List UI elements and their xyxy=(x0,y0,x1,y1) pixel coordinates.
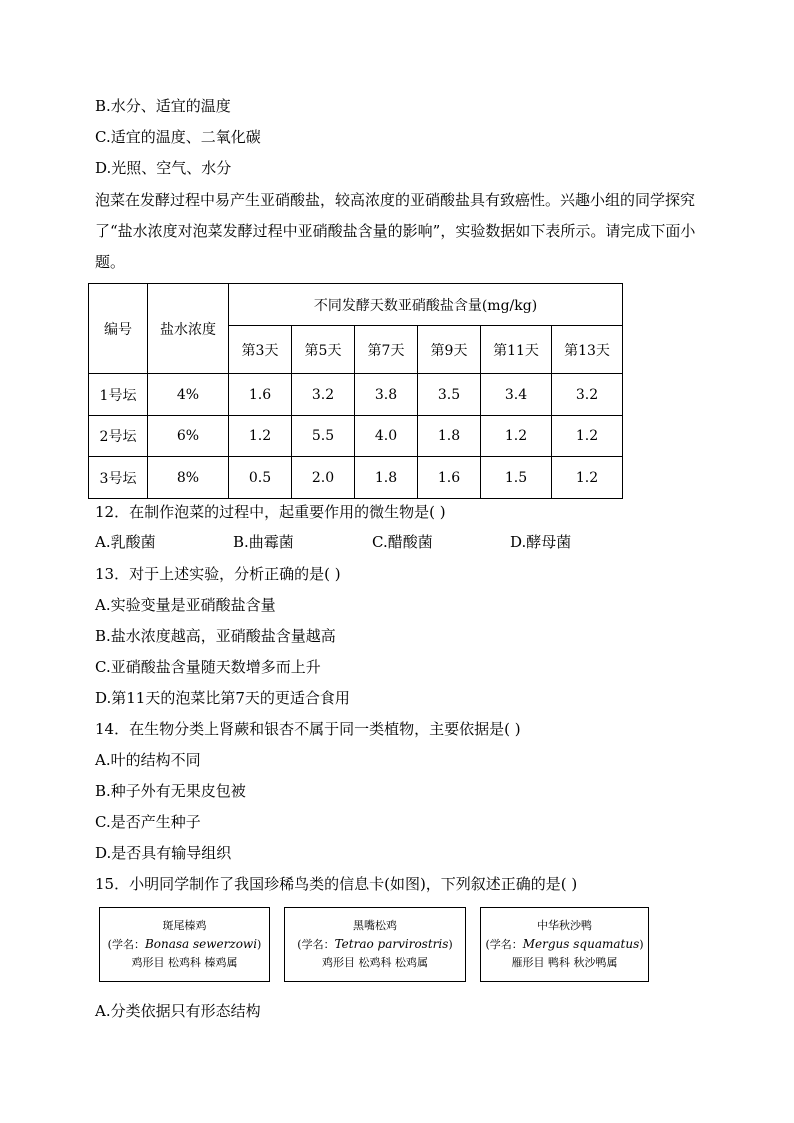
cell-value: 1.6 xyxy=(229,374,292,416)
q12-option-a: A.乳酸菌 xyxy=(95,533,156,551)
q15-option-a: A.分类依据只有形态结构 xyxy=(95,1002,261,1020)
q14-option-b: B.种子外有无果皮包被 xyxy=(95,782,246,800)
q12-option-c: C.醋酸菌 xyxy=(372,533,433,551)
cell-salt: 8% xyxy=(148,457,229,499)
header-day: 第9天 xyxy=(418,326,481,374)
cell-value: 3.2 xyxy=(292,374,355,416)
bird-name: 黑嘴松鸡 xyxy=(353,919,397,932)
bird-scientific-name: (学名：Tetrao parvirostris) xyxy=(297,937,453,951)
header-salt: 盐水浓度 xyxy=(148,284,229,374)
q13-option-d: D.第11天的泡菜比第7天的更适合食用 xyxy=(95,689,350,707)
bird-taxonomy: 鸡形目 松鸡科 榛鸡属 xyxy=(131,956,238,969)
q14-option-d: D.是否具有输导组织 xyxy=(95,844,232,862)
header-day: 第3天 xyxy=(229,326,292,374)
q13-option-b: B.盐水浓度越高，亚硝酸盐含量越高 xyxy=(95,627,336,645)
q12-options xyxy=(95,532,655,552)
table-row xyxy=(89,374,623,416)
cell-salt: 4% xyxy=(148,374,229,416)
q12-stem: 12．在制作泡菜的过程中，起重要作用的微生物是( ) xyxy=(95,503,446,521)
q12-option-d: D.酵母菌 xyxy=(510,533,572,551)
q14-option-a: A.叶的结构不同 xyxy=(95,751,201,769)
option-c-prev: C.适宜的温度、二氧化碳 xyxy=(95,128,261,146)
cell-value: 1.2 xyxy=(552,457,623,499)
table-row xyxy=(89,416,623,457)
q14-stem: 14．在生物分类上肾蕨和银杏不属于同一类植物，主要依据是( ) xyxy=(95,720,521,738)
cell-id: 3号坛 xyxy=(89,457,148,499)
bird-scientific-name: (学名：Mergus squamatus) xyxy=(485,937,644,951)
table-row xyxy=(89,457,623,499)
cell-value: 3.8 xyxy=(355,374,418,416)
bird-info-card xyxy=(284,907,466,982)
cell-value: 1.2 xyxy=(552,416,623,457)
cell-salt: 6% xyxy=(148,416,229,457)
cell-value: 1.5 xyxy=(481,457,552,499)
header-id: 编号 xyxy=(89,284,148,374)
q14-option-c: C.是否产生种子 xyxy=(95,813,201,831)
cell-value: 3.5 xyxy=(418,374,481,416)
cell-value: 1.8 xyxy=(418,416,481,457)
q13-option-a: A.实验变量是亚硝酸盐含量 xyxy=(95,596,276,614)
bird-name: 斑尾榛鸡 xyxy=(162,919,207,932)
cell-value: 0.5 xyxy=(229,457,292,499)
cell-id: 2号坛 xyxy=(89,416,148,457)
header-day: 第7天 xyxy=(355,326,418,374)
header-day: 第5天 xyxy=(292,326,355,374)
option-b-prev: B.水分、适宜的温度 xyxy=(95,97,231,115)
bird-name: 中华秋沙鸭 xyxy=(537,919,592,932)
cell-value: 4.0 xyxy=(355,416,418,457)
cell-value: 1.2 xyxy=(229,416,292,457)
bird-info-card xyxy=(480,907,649,982)
intro-paragraph: 泡菜在发酵过程中易产生亚硝酸盐，较高浓度的亚硝酸盐具有致癌性。兴趣小组的同学探究了“盐水浓度对泡菜发酵过程中亚硝酸盐含量的影响”，实验数据如下表所示。请完成下面小题。 xyxy=(95,191,696,271)
cell-value: 5.5 xyxy=(292,416,355,457)
cell-id: 1号坛 xyxy=(89,374,148,416)
header-day: 第11天 xyxy=(481,326,552,374)
q15-stem: 15．小明同学制作了我国珍稀鸟类的信息卡(如图)，下列叙述正确的是( ) xyxy=(95,875,578,893)
cell-value: 3.4 xyxy=(481,374,552,416)
header-group: 不同发酵天数亚硝酸盐含量(mg/kg) xyxy=(229,284,623,326)
bird-taxonomy: 鸡形目 松鸡科 松鸡属 xyxy=(322,956,428,969)
bird-taxonomy: 雁形目 鸭科 秋沙鸭属 xyxy=(511,956,618,969)
cell-value: 1.6 xyxy=(418,457,481,499)
q12-option-b: B.曲霉菌 xyxy=(233,533,294,551)
cell-value: 1.8 xyxy=(355,457,418,499)
option-d-prev: D.光照、空气、水分 xyxy=(95,159,232,177)
bird-scientific-name: (学名：Bonasa sewerzowi) xyxy=(107,937,262,951)
q13-option-c: C.亚硝酸盐含量随天数增多而上升 xyxy=(95,658,321,676)
cell-value: 3.2 xyxy=(552,374,623,416)
header-day: 第13天 xyxy=(552,326,623,374)
cell-value: 1.2 xyxy=(481,416,552,457)
bird-info-card xyxy=(99,907,270,982)
cell-value: 2.0 xyxy=(292,457,355,499)
q13-stem: 13．对于上述实验，分析正确的是( ) xyxy=(95,565,341,583)
nitrite-data-table xyxy=(88,283,623,499)
